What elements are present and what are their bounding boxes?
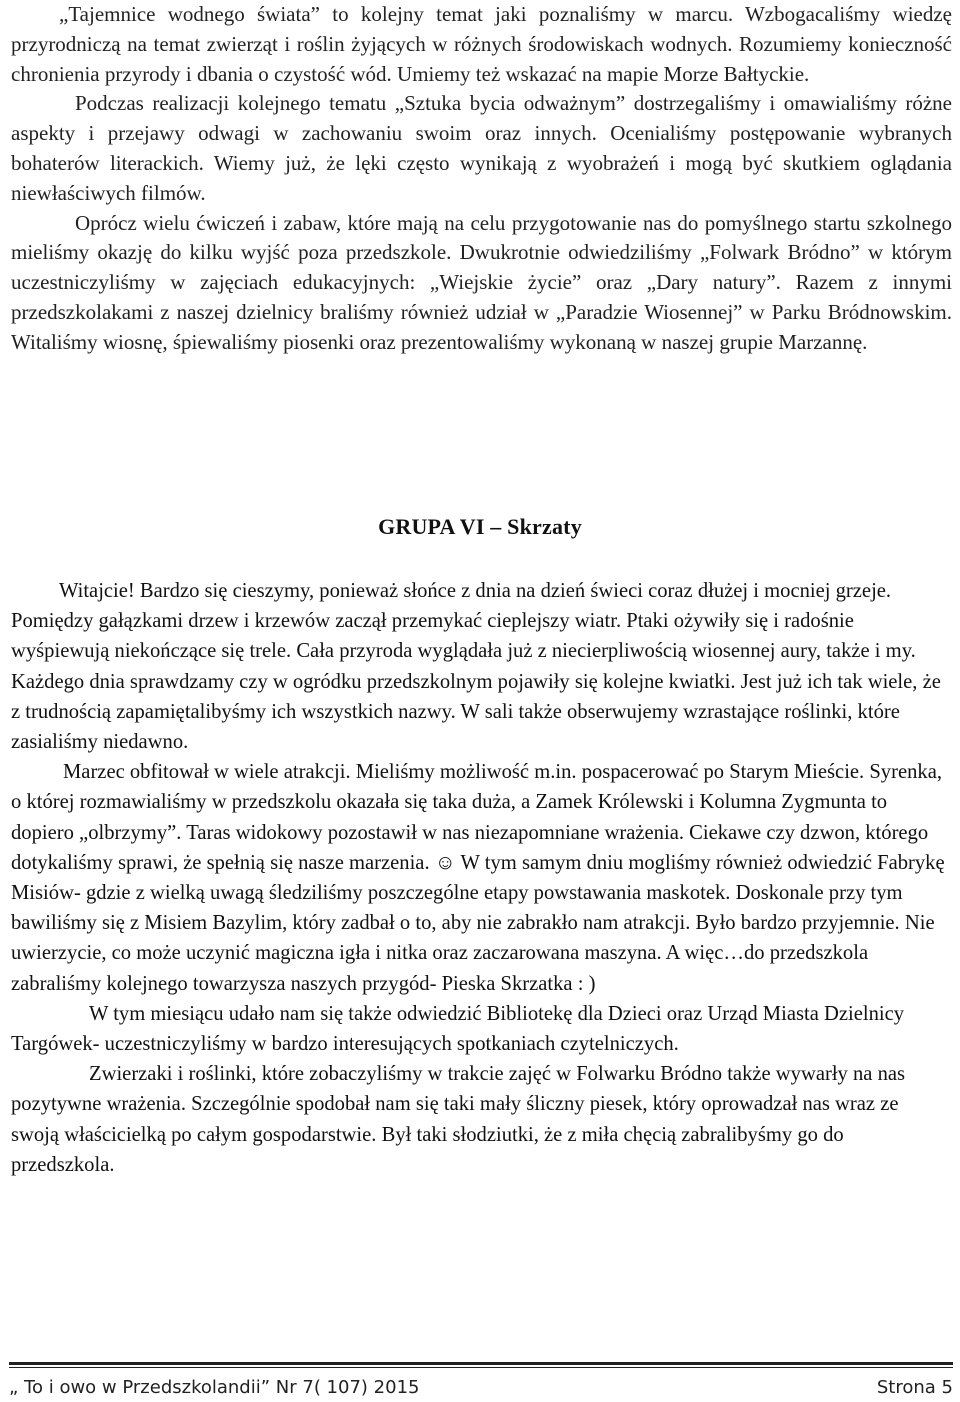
article-section-skrzaty	[11, 576, 947, 1180]
paragraph: Oprócz wielu ćwiczeń i zabaw, które mają na celu przygotowanie nas do pomyślnego startu szkolnego mieliśmy okazję do kilku wyjść poza przedszkole. Dwukrotnie odwiedziliśmy „Folwark Bródno” w którym uczestniczyliśmy w zajęciach edukacyjnych: „Wiejskie życie” oraz „Dary natury”. Razem z innymi przedszkolakami z naszej dzielnicy braliśmy również udział w „Paradzie Wiosennej” w Parku Bródnowskim. Witaliśmy wiosnę, śpiewaliśmy piosenki oraz prezentowaliśmy wykonaną w naszej grupie Marzannę.	[11, 210, 952, 354]
page-footer	[9, 1377, 953, 1398]
paragraph: Zwierzaki i roślinki, które zobaczyliśmy w trakcie zajęć w Folwarku Bródno także wywarły na nas pozytywne wrażenia. Szczególnie spodobał nam się taki mały śliczny piesek, który oprowadzał nas wraz ze swoją właścicielką po całym gospodarstwie. Był taki słodziutki, że z miła chęcią zabralibyśmy go do przedszkola.	[11, 1063, 906, 1176]
page-number: Strona 5	[876, 1377, 953, 1398]
paragraph: Witajcie! Bardzo się cieszymy, ponieważ słońce z dnia na dzień świeci coraz dłużej i mocniej grzeje. Pomiędzy gałązkami drzew i krzewów zaczął przemykać cieplejszy wiatr. Ptaki ożywiły się i radośnie wyśpiewują niekończące się trele. Cała przyroda wyglądała już z niecierpliwością wiosennej aury, także i my. Każdego dnia sprawdzamy czy w ogródku przedszkolnym pojawiły się kolejne kwiatki. Jest już ich tak wiele, że z trudnością zapamiętalibyśmy ich wszystkich nazwy. W sali także obserwujemy wzrastające roślinki, które zasialiśmy niedawno.	[11, 580, 941, 754]
article-section-previous-group	[11, 0, 952, 358]
paragraph: „Tajemnice wodnego świata” to kolejny temat jaki poznaliśmy w marcu. Wzbogacaliśmy wiedzę przyrodniczą na temat zwierząt i roślin żyjących w różnych środowiskach wodnych. Rozumiemy konieczność chronienia przyrody i dbania o czystość wód. Umiemy też wskazać na mapie Morze Bałtyckie.	[11, 2, 952, 86]
paragraph: Podczas realizacji kolejnego tematu „Sztuka bycia odważnym” dostrzegaliśmy i omawialiśmy różne aspekty i przejawy odwagi w zachowaniu swoim oraz innych. Ocenialiśmy postępowanie wybranych bohaterów literackich. Wiemy już, że lęki często wynikają z wyobrażeń i mogą być skutkiem oglądania niewłaściwych filmów.	[11, 91, 952, 205]
paragraph: W tym miesiącu udało nam się także odwiedzić Bibliotekę dla Dzieci oraz Urząd Miasta Dzielnicy Targówek- uczestniczyliśmy w bardzo interesujących spotkaniach czytelniczych.	[11, 1002, 905, 1056]
footer-divider	[9, 1362, 953, 1365]
group-heading: GRUPA VI – Skrzaty	[378, 514, 582, 539]
footer-divider-thin	[9, 1367, 953, 1368]
paragraph: Marzec obfitował w wiele atrakcji. Mieliśmy możliwość m.in. pospacerować po Starym Mieście. Syrenka, o której rozmawialiśmy w przedszkolu okazała się taka duża, a Zamek Królewski i Kolumna Zygmunta to dopiero „olbrzymy”. Taras widokowy pozostawił w nas niezapomniane wrażenia. Ciekawe czy dzwon, którego dotykaliśmy sprawi, że spełnią się nasze marzenia. ☺ W tym samym dniu mogliśmy również odwiedzić Fabrykę Misiów- gdzie z wielką uwagą śledziliśmy poszczególne etapy powstawania maskotek. Doskonale przy tym bawiliśmy się z Misiem Bazylim, który zadbał o to, aby nie zabrakło nam atrakcji. Było bardzo przyjemnie. Nie uwierzycie, co może uczynić magiczna igła i nitka oraz zaczarowana maszyna. A więc…do przedszkola zabraliśmy kolejnego towarzysza naszych przygód- Pieska Skrzatka : )	[11, 761, 945, 995]
newsletter-title: „ To i owo w Przedszkolandii” Nr 7( 107) 2015	[9, 1377, 420, 1398]
